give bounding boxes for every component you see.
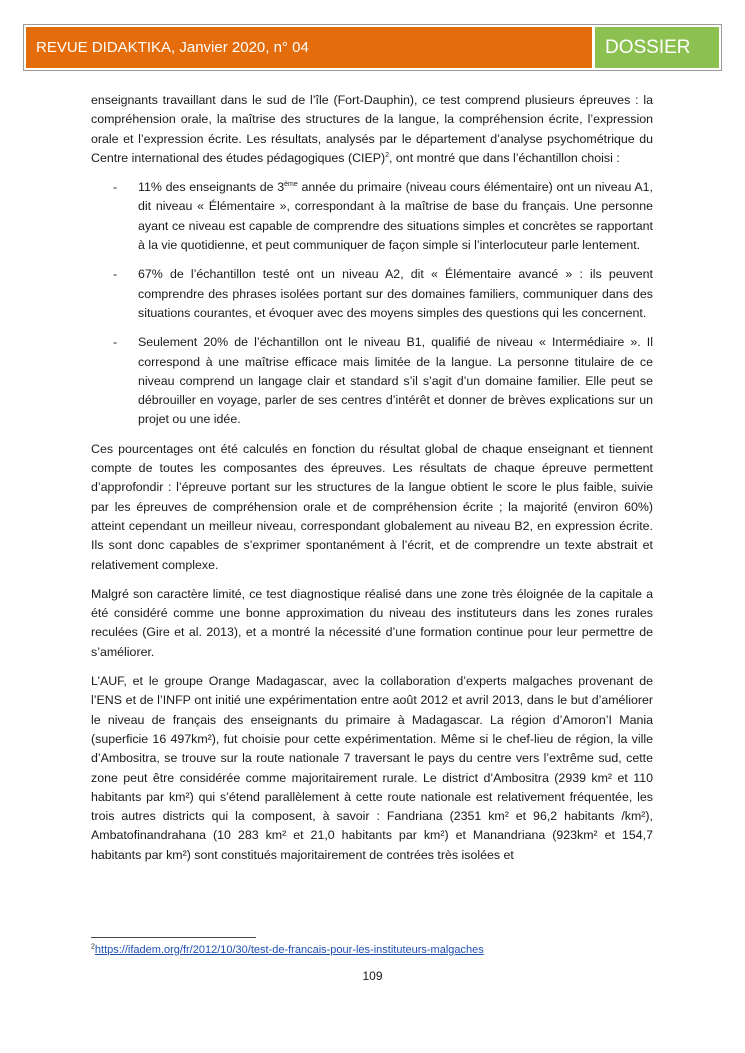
- list-item-text-end: année du primaire (niveau cours élémentaire) ont un niveau A1, dit niveau « Élémentaire », correspondant à la maîtrise de base du français. Une personne ayant ce niveau est capable de comprendre des situations simples et concrètes se rapportant à la vie quotidienne, et peut communiquer de façon simple si l’interlocuteur parle lentement.: [138, 180, 654, 253]
- footnote-link[interactable]: https://ifadem.org/fr/2012/10/30/test-de-francais-pour-les-instituteurs-malgaches: [94, 944, 484, 956]
- results-list: [91, 178, 653, 430]
- list-item: [91, 178, 653, 255]
- article-body: [91, 91, 653, 875]
- list-dash: -: [113, 267, 118, 282]
- list-item-text: Seulement 20% de l’échantillon ont le niveau B1, qualifié de niveau « Intermédiaire ». Il correspond à une maîtrise efficace mais limitée de la langue. La personne titulaire de ce niveau comprend un langage clair et standard s’il s’agit d’un domaine familier. Elle peut se débrouiller en voyage, parler de ses centres d’intérêt et donner de brèves explications sur un projet ou une idée.: [138, 335, 653, 427]
- list-dash: -: [113, 335, 118, 350]
- section-label: DOSSIER: [595, 27, 719, 68]
- paragraph-1: [91, 91, 653, 168]
- paragraph-1-text-end: , ont montré que dans l’échantillon choisi :: [389, 150, 620, 165]
- list-item: [91, 333, 653, 429]
- paragraph-4: L’AUF, et le groupe Orange Madagascar, avec la collaboration d’experts malgaches provenant de l’ENS et de l’INFP ont initié une expérimentation entre août 2012 et avril 2013, dans le but d’améliorer le niveau de français des enseignants du primaire à Madagascar. La région d’Amoron’I Mania (superficie 16 497km²), fut choisie pour cette expérimentation. Même si le chef-lieu de région, la ville d’Ambositra, se trouve sur la route nationale 7 traversant le pays du centre vers l’extrême sud, cette zone peut être considérée comme majoritairement rurale. Le district d’Ambositra (2939 km² et 110 habitants par km²) qui s’étend parallèlement à cette route nationale est relativement fréquentée, les trois autres districts qui la composent, à savoir : Fandriana (2351 km² et 96,2 habitants /km²), Ambatofinandrahana (10 283 km² et 21,0 habitants par km²) et Manandriana (923km² et 154,7 habitants par km²) sont constitués majoritairement de contrées très isolées et: [91, 674, 653, 862]
- list-item: [91, 265, 653, 323]
- page-number: 109: [362, 969, 383, 983]
- journal-title: REVUE DIDAKTIKA, Janvier 2020, n° 04: [26, 27, 592, 68]
- footnote-ref: 2: [385, 151, 390, 159]
- list-item-text: 11% des enseignants de 3: [138, 180, 285, 195]
- page-header: [23, 24, 722, 71]
- list-item-text: 67% de l’échantillon testé ont un niveau A2, dit « Élémentaire avancé » : ils peuvent comprendre des phrases isolées portant sur des domaines familiers, communiquer dans des situations courantes, et évoquer avec des moyens simples des questions qui les concernent.: [138, 267, 653, 320]
- ordinal-superscript: ème: [284, 181, 298, 189]
- footnote-number: 2: [91, 943, 95, 951]
- paragraph-2: Ces pourcentages ont été calculés en fonction du résultat global de chaque enseignant et tiennent compte de toutes les composantes des épreuves. Les résultats de chaque épreuve permettent d’approfondir : l’épreuve portant sur les structures de la langue obtient le score le plus faible, suivie par les épreuves de compréhension orale et de compréhension écrite ; la majorité (environ 60%) atteint cependant un meilleur niveau, correspondant globalement au niveau B2, en expression écrite. Ils sont donc capables de s’exprimer spontanément à l’écrit, et de comprendre un texte abstrait et relativement complexe.: [91, 441, 653, 572]
- list-dash: -: [113, 180, 118, 195]
- footnote: [91, 943, 484, 957]
- paragraph-1-text: enseignants travaillant dans le sud de l’île (Fort-Dauphin), ce test comprend plusieurs épreuves : la compréhension orale, la maîtrise des structures de la langue, la compréhension écrite, l’expression orale et l’expression écrite. Les résultats, analysés par le département d’analyse psychométrique du Centre international des études pédagogiques (CIEP): [91, 93, 653, 165]
- footnote-divider: [91, 937, 256, 938]
- paragraph-3: Malgré son caractère limité, ce test diagnostique réalisé dans une zone très éloignée de la capitale a été considéré comme une bonne approximation du niveau des instituteurs dans les zones rurales reculées (Gire et al. 2013), et a montré la nécessité d’une formation continue pour leur permettre de s’améliorer.: [91, 586, 653, 659]
